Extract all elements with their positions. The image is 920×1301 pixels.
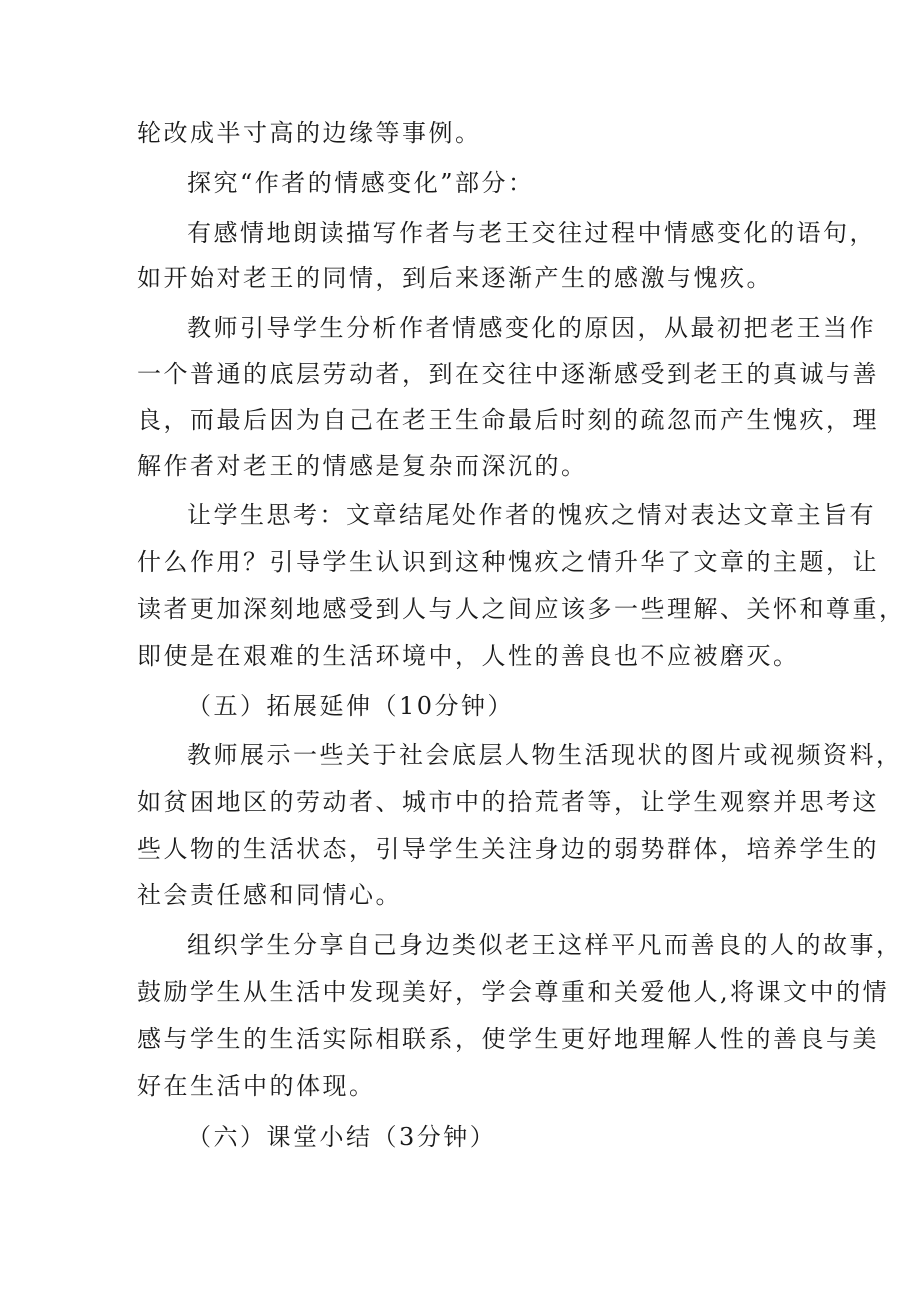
paragraph-line: 让学生思考：文章结尾处作者的愧疚之情对表达文章主旨有 bbox=[187, 501, 876, 529]
section-heading: （六）课堂小结（3分钟） bbox=[187, 1123, 497, 1151]
paragraph-line: 什么作用？引导学生认识到这种愧疚之情升华了文章的主题，让 bbox=[137, 548, 879, 576]
paragraph-line: 即使是在艰难的生活环境中，人性的善良也不应被磨灭。 bbox=[137, 642, 800, 670]
section-heading: （五）拓展延伸（10分钟） bbox=[187, 692, 515, 720]
paragraph-line: 如贫困地区的劳动者、城市中的拾荒者等，让学生观察并思考这 bbox=[137, 788, 879, 816]
paragraph-line: 有感情地朗读描写作者与老王交往过程中情感变化的语句， bbox=[187, 219, 876, 247]
paragraph-line: 感与学生的生活实际相联系，使学生更好地理解人性的善良与美 bbox=[137, 1025, 879, 1053]
paragraph-line: 鼓励学生从生活中发现美好，学会尊重和关爱他人,将课文中的情 bbox=[137, 978, 890, 1006]
paragraph-line: 些人物的生活状态，引导学生关注身边的弱势群体，培养学生的 bbox=[137, 835, 879, 863]
paragraph-line: 教师引导学生分析作者情感变化的原因，从最初把老王当作 bbox=[187, 314, 876, 342]
paragraph-line: 探究“作者的情感变化”部分： bbox=[187, 169, 535, 197]
paragraph-line: 轮改成半寸高的边缘等事例。 bbox=[137, 119, 482, 147]
paragraph-line: 解作者对老王的情感是复杂而深沉的。 bbox=[137, 452, 588, 480]
paragraph-line: 好在生活中的体现。 bbox=[137, 1072, 376, 1100]
paragraph-line: 组织学生分享自己身边类似老王这样平凡而善良的人的故事， bbox=[187, 931, 903, 959]
paragraph-line: 读者更加深刻地感受到人与人之间应该多一些理解、关怀和尊重， bbox=[137, 595, 906, 623]
paragraph-line: 如开始对老王的同情，到后来逐渐产生的感激与愧疚。 bbox=[137, 264, 773, 292]
paragraph-line: 良，而最后因为自己在老王生命最后时刻的疏忽而产生愧疚，理 bbox=[137, 406, 879, 434]
paragraph-line: 社会责任感和同情心。 bbox=[137, 881, 402, 909]
paragraph-line: 一个普通的底层劳动者，到在交往中逐渐感受到老王的真诚与善 bbox=[137, 360, 879, 388]
paragraph-line: 教师展示一些关于社会底层人物生活现状的图片或视频资料， bbox=[187, 741, 903, 769]
